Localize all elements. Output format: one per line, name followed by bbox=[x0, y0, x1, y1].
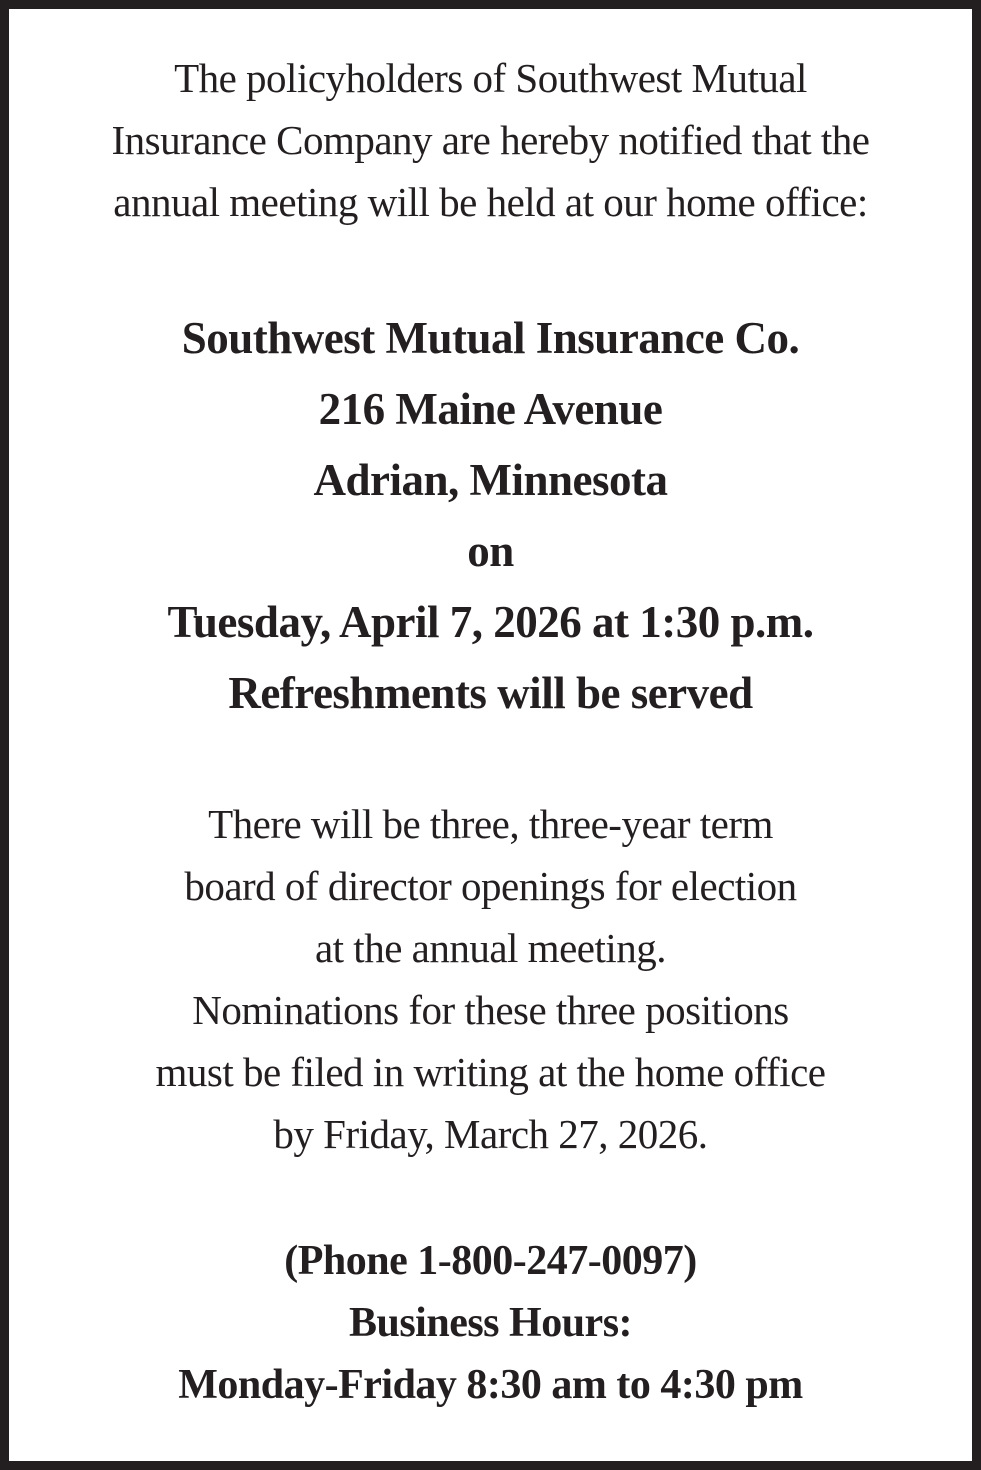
details-line: Nominations for these three positions bbox=[192, 987, 789, 1033]
election-details-paragraph bbox=[9, 793, 972, 1165]
details-line: must be filed in writing at the home office bbox=[155, 1049, 826, 1095]
phone-number: (Phone 1-800-247-0097) bbox=[284, 1238, 697, 1284]
details-line: by Friday, March 27, 2026. bbox=[273, 1111, 708, 1157]
street-address: 216 Maine Avenue bbox=[318, 384, 663, 434]
venue-and-datetime-block bbox=[9, 303, 972, 729]
intro-line: Insurance Company are hereby notified that the bbox=[111, 117, 870, 163]
city-state: Adrian, Minnesota bbox=[313, 455, 668, 505]
business-hours-label: Business Hours: bbox=[348, 1300, 633, 1346]
contact-block bbox=[9, 1230, 972, 1416]
details-line: at the annual meeting. bbox=[314, 925, 667, 971]
intro-paragraph bbox=[9, 47, 972, 233]
intro-line: The policyholders of Southwest Mutual bbox=[174, 55, 807, 101]
meeting-datetime: Tuesday, April 7, 2026 at 1:30 p.m. bbox=[167, 597, 814, 647]
business-hours-value: Monday-Friday 8:30 am to 4:30 pm bbox=[178, 1362, 803, 1408]
intro-line: annual meeting will be held at our home office: bbox=[113, 179, 868, 225]
details-line: There will be three, three-year term bbox=[208, 801, 773, 847]
venue-connector: on bbox=[467, 526, 514, 576]
details-line: board of director openings for election bbox=[184, 863, 797, 909]
refreshments-note: Refreshments will be served bbox=[228, 668, 753, 718]
company-name: Southwest Mutual Insurance Co. bbox=[181, 313, 800, 363]
